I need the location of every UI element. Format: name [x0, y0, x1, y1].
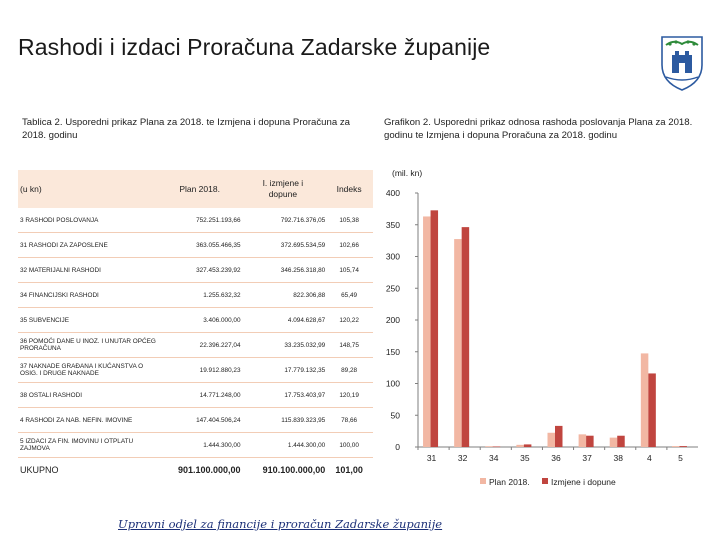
row-indeks: 102,66 — [325, 233, 373, 258]
y-tick-label: 200 — [385, 315, 400, 325]
row-izmjene: 115.839.323,95 — [241, 408, 326, 433]
row-izmjene: 17.779.132,35 — [241, 358, 326, 383]
row-indeks: 100,00 — [325, 433, 373, 458]
row-plan: 1.255.632,32 — [159, 283, 241, 308]
legend-label-plan: Plan 2018. — [489, 477, 530, 487]
table-body — [18, 208, 373, 481]
row-label: 31 RASHODI ZA ZAPOSLENE — [18, 233, 159, 258]
bar-plan-34 — [485, 446, 493, 447]
x-tick-label: 35 — [520, 453, 530, 463]
x-tick-label: 34 — [489, 453, 499, 463]
header-indeks: Indeks — [325, 170, 373, 208]
bar-izmjene-5 — [679, 446, 687, 447]
bar-izmjene-34 — [493, 446, 501, 447]
y-tick-label: 100 — [385, 378, 400, 389]
row-indeks: 101,00 — [325, 458, 373, 482]
row-izmjene: 346.256.318,80 — [241, 258, 326, 283]
bar-izmjene-4 — [648, 373, 656, 447]
row-plan: 1.444.300,00 — [159, 433, 241, 458]
x-tick-label: 36 — [551, 453, 561, 463]
table-row — [18, 408, 373, 433]
footer-department: Upravni odjel za financije i proračun Zadarske županije — [118, 517, 443, 531]
bar-plan-36 — [548, 433, 556, 447]
bar-izmjene-35 — [524, 444, 532, 447]
bar-plan-35 — [516, 445, 524, 447]
chart-caption-line2: godinu te Izmjena i dopuna Proračuna za 2018. godinu — [384, 130, 618, 141]
header-izmjene — [241, 170, 326, 208]
bar-izmjene-36 — [555, 426, 563, 447]
row-label: 38 OSTALI RASHODI — [18, 383, 159, 408]
table-total-row — [18, 458, 373, 482]
bar-izmjene-37 — [586, 436, 594, 447]
row-plan: 752.251.193,66 — [159, 208, 241, 233]
table-row — [18, 208, 373, 233]
page-title: Rashodi i izdaci Proračuna Zadarske županije — [18, 34, 491, 60]
row-label: 34 FINANCIJSKI RASHODI — [18, 283, 159, 308]
table-row — [18, 433, 373, 458]
legend-swatch-izmjene — [542, 478, 548, 484]
row-indeks: 89,28 — [325, 358, 373, 383]
x-tick-label: 5 — [678, 453, 683, 463]
table-row — [18, 308, 373, 333]
row-plan: 147.404.506,24 — [159, 408, 241, 433]
row-indeks: 105,74 — [325, 258, 373, 283]
x-tick-label: 37 — [582, 453, 592, 463]
bar-izmjene-38 — [617, 436, 625, 447]
chart-unit-label: (mil. kn) — [392, 168, 423, 178]
bar-plan-5 — [672, 446, 680, 447]
bar-plan-38 — [610, 438, 618, 447]
bar-izmjene-31 — [431, 210, 439, 447]
row-izmjene: 4.094.628,67 — [241, 308, 326, 333]
y-tick-label: 300 — [385, 251, 400, 262]
chart-caption — [384, 116, 720, 142]
row-indeks: 78,66 — [325, 408, 373, 433]
x-tick-label: 32 — [457, 453, 468, 463]
x-tick-label: 38 — [613, 453, 623, 463]
bar-plan-32 — [454, 239, 462, 447]
row-label: 5 IZDACI ZA FIN. IMOVINU I OTPLATU ZAJMOVA — [18, 433, 159, 458]
y-tick-label: 350 — [385, 219, 400, 230]
row-plan: 3.406.000,00 — [159, 308, 241, 333]
row-plan: 14.771.248,00 — [159, 383, 241, 408]
y-tick-label: 0 — [395, 442, 400, 452]
row-indeks: 65,49 — [325, 283, 373, 308]
y-tick-label: 400 — [385, 188, 400, 198]
legend-label-izmjene: Izmjene i dopune — [551, 477, 616, 487]
county-crest-icon — [660, 35, 704, 91]
row-izmjene: 372.695.534,59 — [241, 233, 326, 258]
y-tick-label: 50 — [390, 410, 400, 421]
y-tick-label: 150 — [385, 346, 400, 357]
bar-plan-31 — [423, 216, 431, 447]
row-izmjene: 822.306,88 — [241, 283, 326, 308]
header-unit: (u kn) — [18, 170, 159, 208]
row-plan: 19.912.880,23 — [159, 358, 241, 383]
row-label: 32 MATERIJALNI RASHODI — [18, 258, 159, 283]
table-row — [18, 333, 373, 358]
row-label: UKUPNO — [18, 458, 159, 482]
table-row — [18, 383, 373, 408]
row-plan: 22.396.227,04 — [159, 333, 241, 358]
row-izmjene: 1.444.300,00 — [241, 433, 326, 458]
table-row — [18, 283, 373, 308]
row-izmjene: 33.235.032,99 — [241, 333, 326, 358]
row-izmjene: 17.753.403,97 — [241, 383, 326, 408]
row-label: 4 RASHODI ZA NAB. NEFIN. IMOVINE — [18, 408, 159, 433]
row-label: 35 SUBVENCIJE — [18, 308, 159, 333]
row-indeks: 148,75 — [325, 333, 373, 358]
row-indeks: 105,38 — [325, 208, 373, 233]
table-row — [18, 233, 373, 258]
bar-plan-4 — [641, 353, 649, 447]
row-plan: 901.100.000,00 — [159, 458, 241, 482]
table-row — [18, 358, 373, 383]
chart-caption-line1: Grafikon 2. Usporedni prikaz odnosa rashoda poslovanja Plana za 2018. — [384, 117, 693, 128]
row-plan: 327.453.239,92 — [159, 258, 241, 283]
row-plan: 363.055.466,35 — [159, 233, 241, 258]
legend-swatch-plan — [480, 478, 486, 484]
row-izmjene: 792.716.376,05 — [241, 208, 326, 233]
row-izmjene: 910.100.000,00 — [241, 458, 326, 482]
bar-izmjene-32 — [462, 227, 470, 447]
row-indeks: 120,19 — [325, 383, 373, 408]
table-row — [18, 258, 373, 283]
x-tick-label: 4 — [646, 453, 652, 463]
table-caption: Tablica 2. Usporedni prikaz Plana za 2018. te Izmjena i dopuna Proračuna za 2018. godinu — [22, 117, 350, 141]
row-indeks: 120,22 — [325, 308, 373, 333]
table-header-row — [18, 170, 373, 208]
expenditure-bar-chart — [380, 170, 710, 505]
budget-table — [18, 170, 373, 481]
y-tick-label: 250 — [385, 283, 400, 294]
header-plan — [159, 170, 241, 208]
header-plan-text: Plan 2018. — [179, 184, 220, 194]
header-izmjene-text: I. izmjene i dopune — [262, 178, 304, 199]
x-tick-label: 31 — [426, 453, 437, 463]
bar-plan-37 — [579, 434, 587, 447]
row-label: 3 RASHODI POSLOVANJA — [18, 208, 159, 233]
row-label: 36 POMOĆI DANE U INOZ. I UNUTAR OPĆEG PRORAČUNA — [18, 333, 159, 358]
row-label: 37 NAKNADE GRAĐANA I KUĆANSTVA O OSIG. I DRUGE NAKNADE — [18, 358, 159, 383]
